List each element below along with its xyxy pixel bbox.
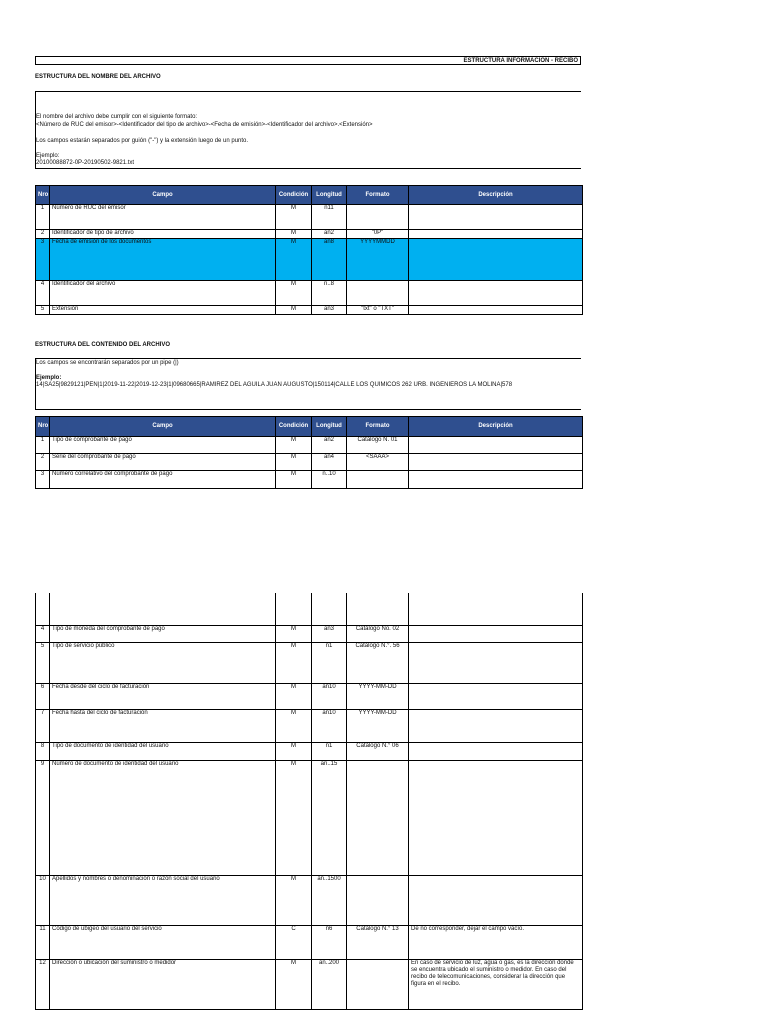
cell-longitud: an3: [312, 306, 347, 315]
cell-campo: Fecha hasta del ciclo de facturación: [50, 709, 276, 742]
cell-longitud: n11: [312, 205, 347, 230]
cell-longitud: n..10: [312, 471, 347, 489]
cell-descripcion: [409, 239, 583, 281]
cell-condicion: M: [276, 625, 312, 642]
section1-line3: Los campos estarán separados por guión ("-") y la extensión luego de un punto.: [36, 138, 249, 144]
divider: [35, 91, 581, 92]
col-header-condicion: Condición: [276, 186, 312, 205]
cell-condicion: M: [276, 875, 312, 925]
cell-descripcion: [409, 709, 583, 742]
divider: [35, 409, 581, 410]
cell-campo: Código de ubigeo del usuario del servicio: [50, 925, 276, 959]
table-row-continuation: [36, 593, 583, 625]
cell-nro: 3: [36, 471, 50, 489]
cell-longitud: an4: [312, 454, 347, 471]
cell-campo: Dirección o ubicación del suministro o medidor: [50, 959, 276, 1009]
cell-descripcion: De no corresponder, dejar el campo vacío.: [409, 925, 583, 959]
cell-descripcion: [409, 742, 583, 760]
cell-longitud: an..15: [312, 760, 347, 875]
cell-campo: Fecha de emisión de los documentos: [50, 239, 276, 281]
cell-descripcion: [409, 230, 583, 239]
table-row: [36, 760, 583, 875]
cell-formato: [347, 760, 409, 875]
table-row: [36, 642, 583, 683]
cell-nro: 1: [36, 205, 50, 230]
cell-nro: 10: [36, 875, 50, 925]
table-row: [36, 230, 583, 239]
cell-formato: Catálogo N.° 06: [347, 742, 409, 760]
table-row: [36, 306, 583, 315]
cell-nro: 12: [36, 959, 50, 1009]
cell-campo: Tipo de moneda del comprobante de pago: [50, 625, 276, 642]
cell-nro: 2: [36, 454, 50, 471]
table-row: [36, 959, 583, 1009]
cell-formato: YYYY-MM-DD: [347, 709, 409, 742]
header-title: ESTRUCTURA INFORMACION - RECIBO: [463, 58, 578, 64]
cell-campo: Serie del comprobante de pago: [50, 454, 276, 471]
cell-campo: Fecha desde del ciclo de facturación: [50, 683, 276, 709]
cell-condicion: C: [276, 925, 312, 959]
cell-descripcion: [409, 875, 583, 925]
cell-formato: Catálogo N. 01: [347, 437, 409, 454]
cell-formato: YYYYMMDD: [347, 239, 409, 281]
cell-formato: [347, 471, 409, 489]
cell-condicion: M: [276, 205, 312, 230]
table-header-row: [36, 186, 583, 205]
col-header-campo: Campo: [50, 186, 276, 205]
cell-formato: "txt" o "TXT": [347, 306, 409, 315]
cell-condicion: M: [276, 760, 312, 875]
cell-campo: Identificador de tipo de archivo: [50, 230, 276, 239]
cell-descripcion: [409, 454, 583, 471]
cell-longitud: n6: [312, 925, 347, 959]
cell-nro: 5: [36, 642, 50, 683]
table-row: [36, 205, 583, 230]
cell-condicion: M: [276, 239, 312, 281]
table-row: [36, 437, 583, 454]
col-header-descripcion: Descripción: [409, 417, 583, 437]
cell-nro: 8: [36, 742, 50, 760]
cell-descripcion: [409, 642, 583, 683]
cell-campo: Número de RUC del emisor: [50, 205, 276, 230]
content-table: [35, 416, 583, 489]
cell-condicion: M: [276, 281, 312, 306]
header-bar: [35, 56, 581, 65]
section2-title: ESTRUCTURA DEL CONTENIDO DEL ARCHIVO: [35, 342, 171, 348]
cell-longitud: an10: [312, 683, 347, 709]
cell-formato: [347, 205, 409, 230]
cell-condicion: M: [276, 742, 312, 760]
cell-formato: [347, 959, 409, 1009]
table-row: [36, 454, 583, 471]
content-table-continued: [35, 593, 583, 1010]
section1-title: ESTRUCTURA DEL NOMBRE DEL ARCHIVO: [35, 74, 161, 80]
cell-campo: Tipo de comprobante de pago: [50, 437, 276, 454]
cell-campo: Número correlativo del comprobante de pago: [50, 471, 276, 489]
table-row: [36, 683, 583, 709]
cell-formato: Catálogo N.° 13: [347, 925, 409, 959]
col-header-descripcion: Descripción: [409, 186, 583, 205]
cell-longitud: an2: [312, 230, 347, 239]
cell-descripcion: En caso de servicio de luz, agua o gas, es la dirección donde se encuentra ubicado el suministro o medidor. En caso del recibo de telecomunicaciones, considerar la dirección que figura en el recibo.: [409, 959, 583, 1009]
table-row: [36, 742, 583, 760]
cell-longitud: n1: [312, 742, 347, 760]
cell-nro: 2: [36, 230, 50, 239]
cell-descripcion: [409, 625, 583, 642]
cell-formato: [347, 875, 409, 925]
cell-nro: 3: [36, 239, 50, 281]
cell-descripcion: [409, 306, 583, 315]
cell-campo: Tipo de documento de identidad del usuario: [50, 742, 276, 760]
cell-nro: 7: [36, 709, 50, 742]
cell-condicion: M: [276, 230, 312, 239]
cell-descripcion: [409, 471, 583, 489]
cell-condicion: M: [276, 642, 312, 683]
cell-formato: YYYY-MM-DD: [347, 683, 409, 709]
table-row: [36, 709, 583, 742]
table-row: [36, 471, 583, 489]
cell-longitud: n1: [312, 642, 347, 683]
section1-example-value: 20100088872-0P-20190502-9821.txt: [36, 160, 135, 166]
col-header-longitud: Longitud: [312, 186, 347, 205]
table-row: [36, 625, 583, 642]
table-header-row: [36, 417, 583, 437]
cell-condicion: M: [276, 683, 312, 709]
cell-formato: [347, 281, 409, 306]
cell-formato: Catálogo No. 02: [347, 625, 409, 642]
cell-descripcion: [409, 760, 583, 875]
section2-example-value: 14|SA25|9829121|PEN|1|2019-11-22|2019-12-23|1|09680665|RAMIREZ DEL AGUILA JUAN AUGUSTO|150114|CALLE LOS QUIMICOS 262 URB. INGENIEROS LA MOLINA|578: [36, 382, 513, 388]
cell-nro: 11: [36, 925, 50, 959]
table-row-highlighted: [36, 239, 583, 281]
cell-condicion: M: [276, 709, 312, 742]
cell-nro: 4: [36, 281, 50, 306]
cell-descripcion: [409, 683, 583, 709]
cell-longitud: an3: [312, 625, 347, 642]
col-header-nro: Nro: [36, 186, 50, 205]
file-name-table: [35, 185, 583, 315]
cell-formato: "0P": [347, 230, 409, 239]
cell-condicion: M: [276, 454, 312, 471]
cell-condicion: M: [276, 471, 312, 489]
cell-campo: Apellidos y nombres o denominación o razón social del usuario: [50, 875, 276, 925]
cell-nro: 5: [36, 306, 50, 315]
cell-longitud: an2: [312, 437, 347, 454]
cell-campo: Identificador del archivo: [50, 281, 276, 306]
col-header-nro: Nro: [36, 417, 50, 437]
cell-formato: <SAAA>: [347, 454, 409, 471]
cell-longitud: an..1500: [312, 875, 347, 925]
table-row: [36, 925, 583, 959]
cell-longitud: an8: [312, 239, 347, 281]
cell-campo: Extensión: [50, 306, 276, 315]
cell-nro: 4: [36, 625, 50, 642]
col-header-formato: Formato: [347, 417, 409, 437]
cell-longitud: an..200: [312, 959, 347, 1009]
section2-example-label: Ejemplo:: [36, 375, 62, 381]
cell-nro: 9: [36, 760, 50, 875]
cell-longitud: an10: [312, 709, 347, 742]
cell-campo: Tipo de servicio público: [50, 642, 276, 683]
cell-longitud: n..8: [312, 281, 347, 306]
cell-descripcion: [409, 281, 583, 306]
cell-condicion: M: [276, 437, 312, 454]
cell-condicion: M: [276, 306, 312, 315]
section1-line1: El nombre del archivo debe cumplir con el siguiente formato:: [36, 114, 198, 120]
section2-line1: Los campos se encontrarán separados por un pipe (|): [36, 360, 179, 366]
section1-line2: <Número de RUC del emisor>-<Identificador del tipo de archivo>-<Fecha de emisión>-<Identificador del archivo>.<Extensión>: [36, 122, 373, 128]
cell-nro: 6: [36, 683, 50, 709]
cell-descripcion: [409, 437, 583, 454]
cell-condicion: M: [276, 959, 312, 1009]
table-row: [36, 281, 583, 306]
table-row: [36, 875, 583, 925]
col-header-formato: Formato: [347, 186, 409, 205]
cell-nro: 1: [36, 437, 50, 454]
cell-descripcion: [409, 205, 583, 230]
section1-example-label: Ejemplo:: [36, 153, 60, 159]
cell-formato: Catálogo N.°. 56: [347, 642, 409, 683]
cell-campo: Número de documento de identidad del usuario: [50, 760, 276, 875]
col-header-campo: Campo: [50, 417, 276, 437]
col-header-longitud: Longitud: [312, 417, 347, 437]
divider: [35, 168, 581, 169]
col-header-condicion: Condición: [276, 417, 312, 437]
